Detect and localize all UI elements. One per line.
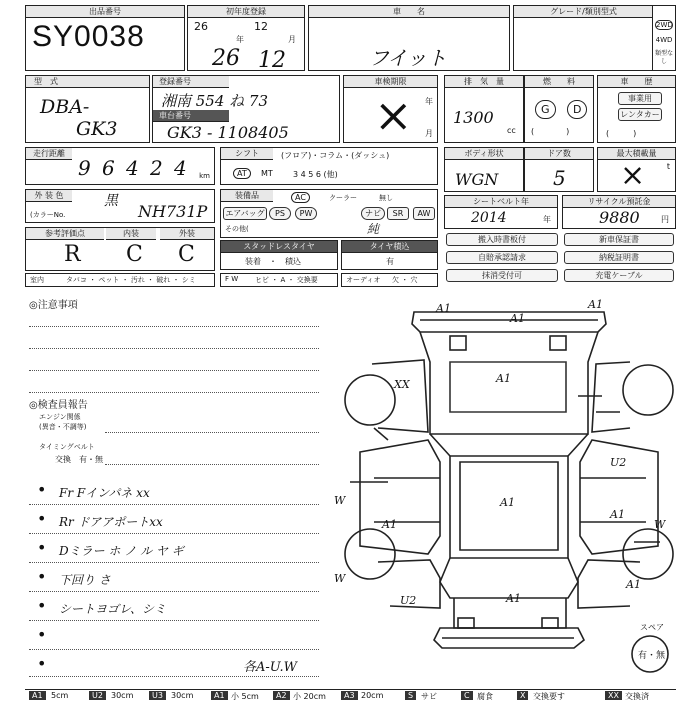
capacity-unit: t <box>666 162 670 171</box>
recycle-label: リサイクル預託金 <box>563 196 675 208</box>
drive-4wd: 4WD <box>655 36 673 44</box>
doc-item-right: 新車保証書 <box>564 233 674 246</box>
legend-key: A2 <box>273 691 290 700</box>
shift-mt: MT <box>261 169 273 178</box>
fuel-d: D <box>567 100 587 119</box>
documents-panel <box>444 233 676 285</box>
damage-mark: A1 <box>496 372 511 385</box>
legend-value: 5cm <box>51 691 69 700</box>
exterior-label: 外装 <box>160 228 214 240</box>
note-item: シートヨゴレ、シミ <box>59 602 167 616</box>
shift-label: シフト <box>221 148 273 160</box>
studless-label: スタッドレスタイヤ <box>221 241 337 253</box>
footer-hand: 各A-U.W <box>243 660 298 675</box>
rule-line <box>29 562 319 563</box>
fuel-g: G <box>535 100 556 119</box>
damage-mark: W <box>654 518 666 531</box>
legend-key: S <box>405 691 416 700</box>
note-item: Rr ドアアポートxx <box>59 515 163 529</box>
note-item: Fr Fインパネ xx <box>59 486 150 500</box>
mileage-digit: 9 <box>78 156 91 180</box>
chassis-label: 車台番号 <box>153 110 229 122</box>
body-type-value: WGN <box>455 170 499 189</box>
mileage-box <box>25 147 215 185</box>
seatbelt-label: シートベルト年 <box>445 196 557 208</box>
mileage-digit: 4 <box>174 156 187 180</box>
tire-load-label: タイヤ積込 <box>342 241 437 253</box>
recycle-value: 9880 <box>599 208 640 227</box>
equip-other: その他( <box>225 225 249 233</box>
car-name-box <box>308 5 510 71</box>
equip-cooler: クーラー <box>329 194 357 202</box>
equip-none: 無し <box>379 194 393 202</box>
rule-line <box>29 591 319 592</box>
model-box <box>25 75 150 143</box>
rule-line <box>29 326 319 327</box>
lot-number-value: SY0038 <box>32 20 145 53</box>
legend-value: サビ <box>421 692 437 701</box>
rule-line <box>105 432 319 433</box>
drive-2wd: 2WD <box>656 21 673 29</box>
registration-value: 湘南 554 ね 73 <box>161 92 269 110</box>
timing-label: タイミングベルト <box>39 443 95 451</box>
spare-label: スペア <box>640 623 664 632</box>
studless-box <box>220 240 338 270</box>
grade-box <box>513 5 676 71</box>
rule-line <box>105 464 319 465</box>
inspection-mark: × <box>374 88 413 142</box>
tire-load-options: 有 <box>386 257 394 266</box>
rating-value: R <box>64 242 81 267</box>
seatbelt-value: 2014 <box>471 210 507 226</box>
doc-item-right: 充電ケーブル <box>564 269 674 282</box>
legend-value: 交換要す <box>533 692 565 701</box>
note-bullet: • <box>37 596 47 615</box>
lot-number-box <box>25 5 185 71</box>
capacity-mark: × <box>620 158 646 193</box>
damage-mark: A1 <box>510 312 525 325</box>
fw-box <box>220 273 338 287</box>
notes-section <box>25 292 325 687</box>
registration-label: 登録番号 <box>153 76 229 88</box>
doc-item: 抹消受付可 <box>446 269 558 282</box>
inspection-month-unit: 月 <box>425 129 433 138</box>
rule-line <box>29 392 319 393</box>
note-bullet: • <box>37 625 47 644</box>
fuel-paren: ( ) <box>531 127 570 136</box>
rating-box <box>25 227 215 271</box>
mileage-digit: 6 <box>102 156 115 180</box>
damage-mark: A1 <box>382 518 397 531</box>
audio-label: オーディオ <box>346 276 381 284</box>
lot-number-label: 出品番号 <box>26 6 184 18</box>
spare-value: 有・無 <box>638 651 666 661</box>
legend-value: 交換済 <box>625 692 649 701</box>
note-item: 下回り さ <box>59 573 111 587</box>
rule-line <box>29 533 319 534</box>
damage-mark: A1 <box>436 302 451 315</box>
doors-value: 5 <box>553 166 566 190</box>
room-box <box>25 273 215 287</box>
first-reg-month-unit: 月 <box>288 35 296 44</box>
seatbelt-box <box>444 195 558 229</box>
history-label: 車 歴 <box>598 76 675 88</box>
legend-key: A1 <box>211 691 228 700</box>
damage-mark: A1 <box>626 578 641 591</box>
rule-line <box>29 620 319 621</box>
note-bullet: • <box>37 538 47 557</box>
doors-label: ドア数 <box>525 148 593 160</box>
model-label: 型 式 <box>26 76 149 88</box>
car-name-label: 車 名 <box>309 6 509 18</box>
shift-box <box>220 147 438 185</box>
body-type-label: ボディ形状 <box>445 148 523 160</box>
legend-key: A1 <box>29 691 46 700</box>
legend-value: 30cm <box>171 691 194 700</box>
exterior-color-label: 外 装 色 <box>26 190 72 202</box>
legend-key: A3 <box>341 691 358 700</box>
note-bullet: • <box>37 480 47 499</box>
note-bullet: • <box>37 654 47 673</box>
rule-line <box>29 348 319 349</box>
rule-line <box>29 504 319 505</box>
legend-key: X <box>517 691 528 700</box>
type-none: 類型なし <box>654 50 673 65</box>
fuel-label: 燃 料 <box>525 76 593 88</box>
registration-box <box>152 75 340 143</box>
damage-mark: A1 <box>610 508 625 521</box>
caution-title: ◎注意事項 <box>29 300 78 311</box>
legend-key: U2 <box>89 691 106 700</box>
shift-options: (フロア)・コラム・(ダッシュ) <box>281 151 390 160</box>
first-registration-label: 初年度登録 <box>188 6 304 18</box>
rule-line <box>29 370 319 371</box>
note-bullet: • <box>37 567 47 586</box>
damage-mark: A1 <box>588 298 603 311</box>
capacity-box <box>597 147 676 192</box>
damage-mark: W <box>334 494 346 507</box>
recycle-box <box>562 195 676 229</box>
equip-airbag: エアバッグ <box>223 207 267 220</box>
damage-mark: U2 <box>400 594 417 607</box>
mileage-unit: km <box>199 172 210 180</box>
damage-mark: U2 <box>610 456 627 469</box>
shift-at: AT <box>233 168 251 179</box>
equip-sr: SR <box>387 207 409 220</box>
rating-label: 参考評価点 <box>26 228 104 240</box>
first-reg-year-unit: 年 <box>236 35 244 44</box>
engine-label: エンジン関係 <box>39 413 81 421</box>
equip-hand: 純 <box>367 222 380 236</box>
damage-mark: XX <box>394 378 410 391</box>
car-damage-diagram <box>330 292 680 687</box>
doors-box <box>524 147 594 192</box>
audio-box <box>341 273 438 287</box>
interior-label: 内装 <box>106 228 156 240</box>
displacement-label: 排 気 量 <box>445 76 523 88</box>
grade-label: グレード/類別型式 <box>514 6 653 18</box>
body-type-box <box>444 147 524 192</box>
legend-key: U3 <box>149 691 166 700</box>
doc-item: 搬入時書板付 <box>446 233 558 246</box>
damage-mark: W <box>334 572 346 585</box>
exterior-value: C <box>178 242 195 267</box>
damage-mark: A1 <box>506 592 521 605</box>
fw-label: F W <box>225 275 239 283</box>
legend-key: XX <box>605 691 622 700</box>
car-name-value: フイット <box>369 46 447 70</box>
displacement-box <box>444 75 524 143</box>
tire-load-box <box>341 240 438 270</box>
shift-speeds: 3 4 5 6 (他) <box>293 170 338 179</box>
mileage-label: 走行距離 <box>26 148 72 160</box>
capacity-label: 最大積載量 <box>598 148 675 160</box>
fw-options: ヒビ ・ A ・ 交換要 <box>255 276 318 284</box>
mileage-digit: 4 <box>126 156 139 180</box>
history-business: 事業用 <box>618 92 662 105</box>
model-line1: DBA- <box>40 96 90 118</box>
damage-mark: A1 <box>500 496 515 509</box>
inspection-box <box>343 75 438 143</box>
legend-value: 小 20cm <box>293 692 326 701</box>
equip-ac: AC <box>291 192 310 203</box>
note-item: Dミラー ホ ノ ル ヤ ギ <box>59 544 184 558</box>
timing-options: 交換 有・無 <box>55 455 103 464</box>
fuel-box <box>524 75 594 143</box>
doc-item-right: 納税証明書 <box>564 251 674 264</box>
color-code: NH731P <box>138 202 208 221</box>
color-value: 黒 <box>104 193 118 209</box>
first-reg-hand-year: 26 <box>212 46 240 71</box>
equip-aw: AW <box>413 207 435 220</box>
displacement-unit: cc <box>507 126 516 135</box>
legend-value: 20cm <box>361 691 384 700</box>
legend-value: 小 5cm <box>231 692 259 701</box>
inspection-label: 車検期限 <box>344 76 437 88</box>
displacement-value: 1300 <box>453 108 494 127</box>
first-reg-printed-month: 12 <box>254 20 268 33</box>
legend-strip <box>25 689 676 701</box>
note-bullet: • <box>37 509 47 528</box>
legend-value: 30cm <box>111 691 134 700</box>
recycle-unit: 円 <box>661 215 669 224</box>
equipment-box <box>220 189 438 238</box>
equipment-label: 装備品 <box>221 190 273 202</box>
first-reg-printed-year: 26 <box>194 20 208 33</box>
exterior-color-box <box>25 189 215 223</box>
rule-line <box>29 676 319 677</box>
history-paren: ( ) <box>606 129 637 138</box>
first-reg-hand-month: 12 <box>258 48 286 73</box>
audio-options: 欠 ・ 穴 <box>392 276 418 284</box>
room-options: タバコ ・ ペット ・ 汚れ ・ 破れ ・ シミ <box>66 276 196 284</box>
equip-pw: PW <box>295 207 317 220</box>
equip-navi: ナビ <box>361 207 385 220</box>
engine-sub: (異音・不調等) <box>39 423 87 431</box>
legend-value: 腐食 <box>477 692 493 701</box>
color-code-label: (カラーNo. <box>30 211 66 219</box>
inspector-title: ◎検査員報告 <box>29 400 88 411</box>
interior-value: C <box>126 242 143 267</box>
studless-options: 装着 ・ 積込 <box>245 257 301 266</box>
first-registration-box <box>187 5 305 71</box>
seatbelt-unit: 年 <box>543 215 551 224</box>
legend-key: C <box>461 691 473 700</box>
history-rental: レンタカー <box>618 108 662 121</box>
model-line2: GK3 <box>76 118 118 140</box>
mileage-digit: 2 <box>150 156 163 180</box>
equip-ps: PS <box>269 207 291 220</box>
history-box <box>597 75 676 143</box>
doc-item: 自賠承認請求 <box>446 251 558 264</box>
room-label: 室内 <box>30 276 44 284</box>
rule-line <box>29 649 319 650</box>
chassis-value: GK3 - 1108405 <box>167 123 289 142</box>
inspection-year-unit: 年 <box>425 97 433 106</box>
